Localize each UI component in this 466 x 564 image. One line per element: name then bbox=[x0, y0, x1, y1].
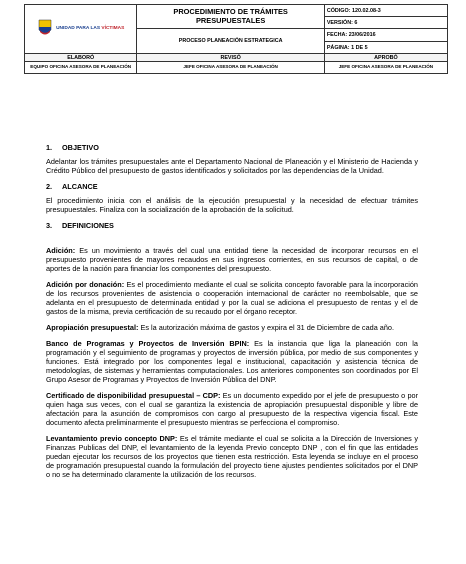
logo-cell bbox=[25, 5, 137, 54]
document-title: PROCEDIMIENTO DE TRÁMITES PRESUPUESTALES bbox=[137, 5, 324, 29]
page-number: PÁGINA: 1 DE 5 bbox=[324, 42, 447, 54]
logo-text-line1: UNIDAD PARA LAS bbox=[56, 26, 101, 32]
definition-item: Adición por donación: Es el procedimiento mediante el cual se solicita concepto favorable para la incorporación de los recursos provenientes de asistencia o cooperación internacional de carácter no reembolsable, que se adelanta en el presupuesto de determinada entidad y por la cual se adiciona el presupuesto de rentas y el de gastos de la misma, previa certificación de su recaudo por el órgano receptor. bbox=[46, 280, 418, 316]
section-text-alcance: El procedimiento inicia con el análisis de la ejecución presupuestal y la necesidad de efectuar trámites presupuestales. Finaliza con la socialización de la aprobación de la solicitud. bbox=[46, 196, 418, 214]
section-heading-objetivo: 1. OBJETIVO bbox=[46, 143, 99, 152]
elaboro-label: ELABORÓ bbox=[25, 54, 137, 62]
document-date: FECHA: 23/06/2016 bbox=[324, 29, 447, 42]
definition-item: Levantamiento previo concepto DNP: Es el trámite mediante el cual se solicita a la Dirección de Inversiones y Finanzas Publicas del DNP, el levantamiento de la leyenda Previo concepto DNP , con el fin que las entidades puedan ejecutar los recursos de los proyectos que tienen esta restricción. Esta leyenda se incluye en el proceso de programación presupuestal cuando la formulación del proyecto tiene ajustes pendientes solicitados por el DNP o no se ha determinado claramente la utilización de los recursos. bbox=[46, 434, 418, 479]
section-heading-alcance: 2. ALCANCE bbox=[46, 182, 98, 191]
definition-item: Apropiación presupuestal: Es la autorización máxima de gastos y expira el 31 de Diciembre de cada año. bbox=[46, 323, 394, 332]
document-header-table bbox=[24, 4, 448, 74]
aprobo-label: APROBÓ bbox=[324, 54, 447, 62]
document-version: VERSIÓN: 6 bbox=[324, 17, 447, 29]
unidad-victimas-logo bbox=[27, 18, 134, 40]
logo-text-line2: VÍCTIMAS bbox=[101, 26, 125, 32]
document-code: CÓDIGO: 120.02.08-3 bbox=[324, 5, 447, 17]
aprobo-value: JEFE OFICINA ASESORA DE PLANEACIÓN bbox=[324, 62, 447, 74]
elaboro-value: EQUIPO OFICINA ASESORA DE PLANEACIÓN bbox=[25, 62, 137, 74]
definition-item: Banco de Programas y Proyectos de Inversión BPIN: Es la instancia que liga la planeación con la programación y el seguimiento de programas y proyectos de inversión pública, por medio de sus componentes y funciones. Está integrado por los componentes legal e institucional, capacitación y asistencia técnica de metodologías, de sistemas y herramientas computacionales. Los anteriores componentes son coordinados por El Grupo Asesor de Programas y Proyectos de Inversión Pública del DNP. bbox=[46, 339, 418, 384]
colombia-flag-icon bbox=[37, 18, 53, 40]
reviso-value: JEFE OFICINA ASESORA DE PLANEACIÓN bbox=[137, 62, 324, 74]
section-heading-definiciones: 3. DEFINICIONES bbox=[46, 221, 114, 230]
section-text-objetivo: Adelantar los trámites presupuestales ante el Departamento Nacional de Planeación y el Ministerio de Hacienda y Crédito Público del presupuesto de gastos identificados y solicitados por las dependencias de la Unidad. bbox=[46, 157, 418, 175]
reviso-label: REVISÓ bbox=[137, 54, 324, 62]
process-name: PROCESO PLANEACIÓN ESTRATEGICA bbox=[137, 29, 324, 54]
definition-item: Adición: Es un movimiento a través del cual una entidad tiene la necesidad de incorporar recursos en el presupuesto provenientes de mayores recaudos en sus ingresos corrientes, en sus recursos de capital, o de aportes de la nación para financiar los componentes del presupuesto. bbox=[46, 246, 418, 273]
definition-item: Certificado de disponibilidad presupuestal – CDP: Es un documento expedido por el jefe de presupuesto o por quien haga sus veces, con el cual se garantiza la existencia de apropiación presupuestal disponible y libre de afectación para la asunción de compromisos con cargo al presupuesto de la respectiva vigencia fiscal. Este documento afecta preliminarmente el presupuesto mientras se perfecciona el compromiso. bbox=[46, 391, 418, 427]
document-body bbox=[46, 143, 418, 479]
